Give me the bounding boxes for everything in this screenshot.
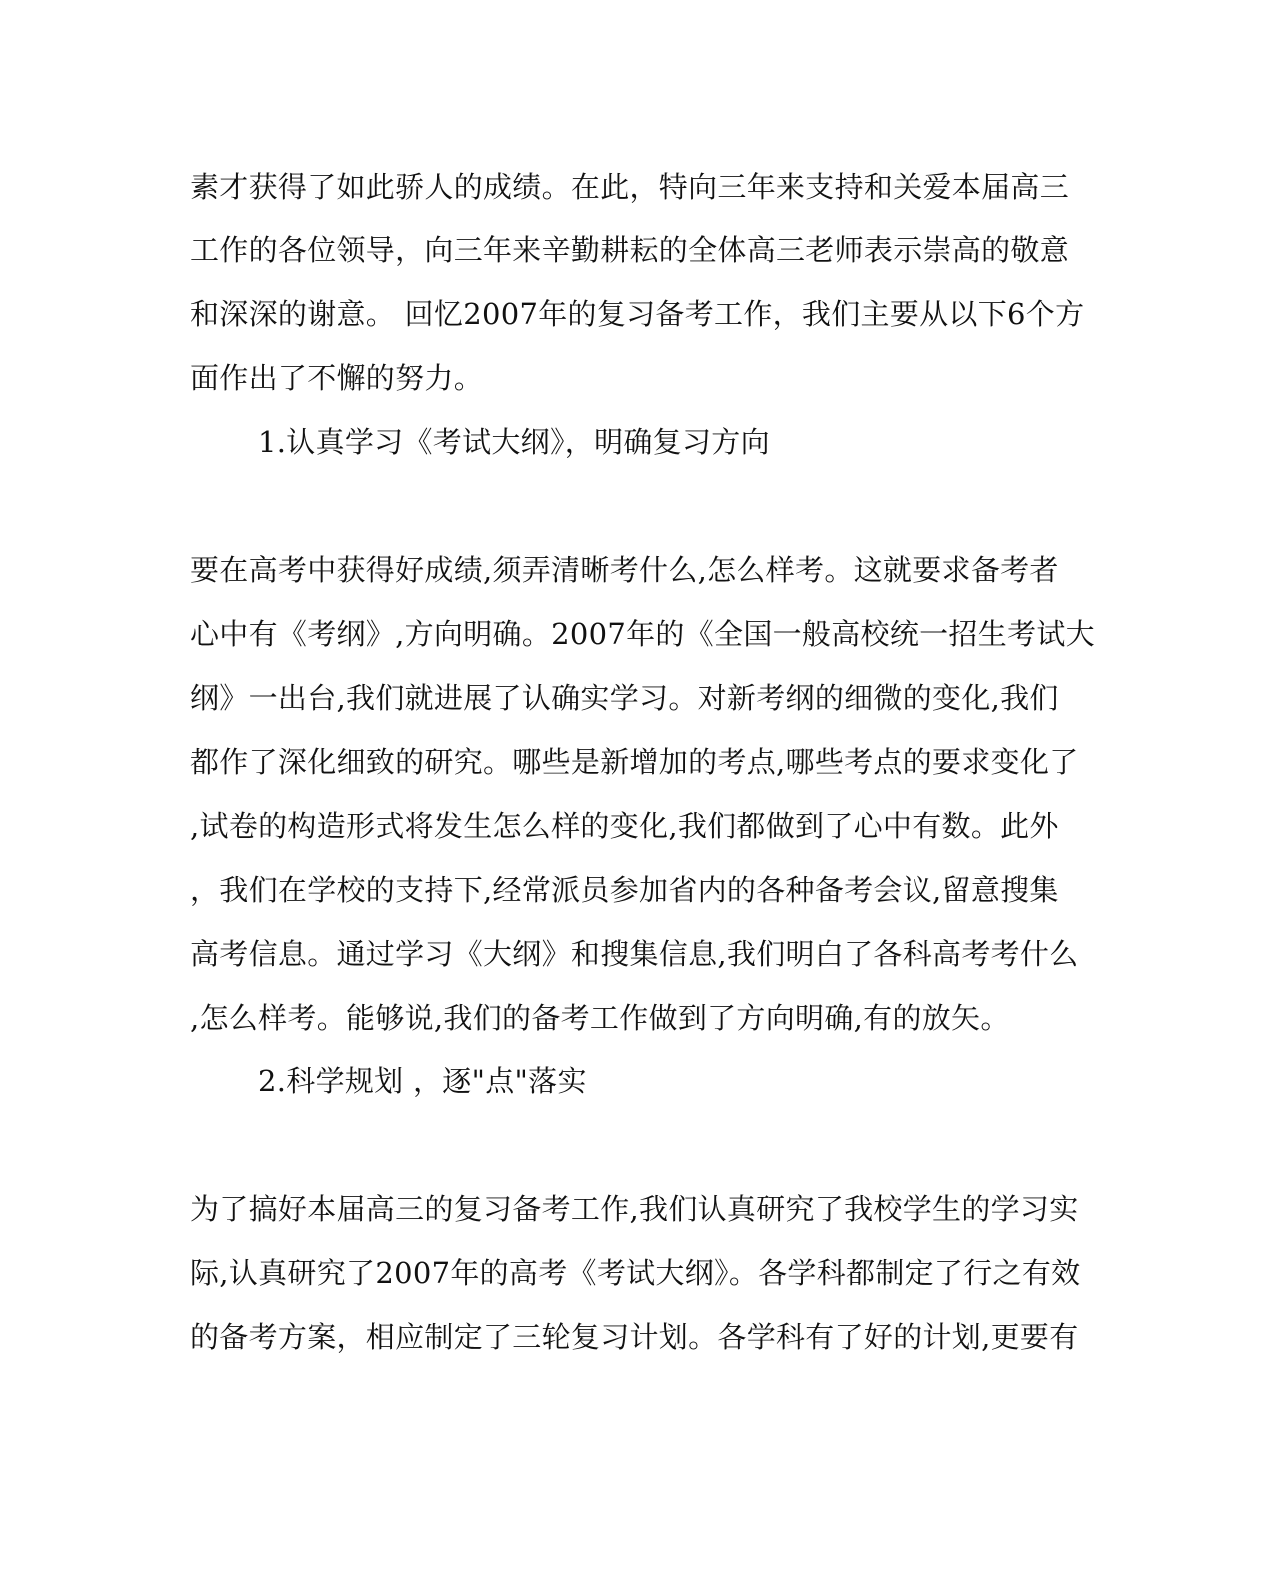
paragraph-line: 都作了深化细致的研究。哪些是新增加的考点,哪些考点的要求变化了 xyxy=(190,745,1079,779)
paragraph-line: ，我们在学校的支持下,经常派员参加省内的各种备考会议,留意搜集 xyxy=(190,873,1059,907)
section-heading-2: 2.科学规划 ，逐"点"落实 xyxy=(258,1064,587,1098)
paragraph-line: 的备考方案，相应制定了三轮复习计划。各学科有了好的计划,更要有 xyxy=(190,1320,1079,1354)
paragraph-line: 面作出了不懈的努力。 xyxy=(190,361,484,395)
paragraph-line: 际,认真研究了2007年的高考《考试大纲》。各学科都制定了行之有效 xyxy=(190,1256,1081,1290)
paragraph-line: 工作的各位领导，向三年来辛勤耕耘的全体高三老师表示崇高的敬意 xyxy=(190,233,1070,267)
paragraph-line: 心中有《考纲》,方向明确。2007年的《全国一般高校统一招生考试大 xyxy=(190,617,1095,651)
paragraph-line: 要在高考中获得好成绩,须弄清晰考什么,怎么样考。这就要求备考者 xyxy=(190,553,1059,587)
paragraph-line: ,怎么样考。能够说,我们的备考工作做到了方向明确,有的放矢。 xyxy=(190,1001,1010,1035)
section-heading-1: 1.认真学习《考试大纲》，明确复习方向 xyxy=(258,425,770,459)
paragraph-line: 纲》一出台,我们就进展了认确实学习。对新考纲的细微的变化,我们 xyxy=(190,681,1059,715)
paragraph-line: 高考信息。通过学习《大纲》和搜集信息,我们明白了各科高考考什么 xyxy=(190,937,1079,971)
paragraph-line: 素才获得了如此骄人的成绩。在此，特向三年来支持和关爱本届高三 xyxy=(190,170,1070,204)
paragraph-line: 和深深的谢意。 回忆2007年的复习备考工作，我们主要从以下6个方 xyxy=(190,297,1085,331)
paragraph-line: ,试卷的构造形式将发生怎么样的变化,我们都做到了心中有数。此外 xyxy=(190,809,1059,843)
paragraph-line: 为了搞好本届高三的复习备考工作,我们认真研究了我校学生的学习实 xyxy=(190,1192,1079,1226)
